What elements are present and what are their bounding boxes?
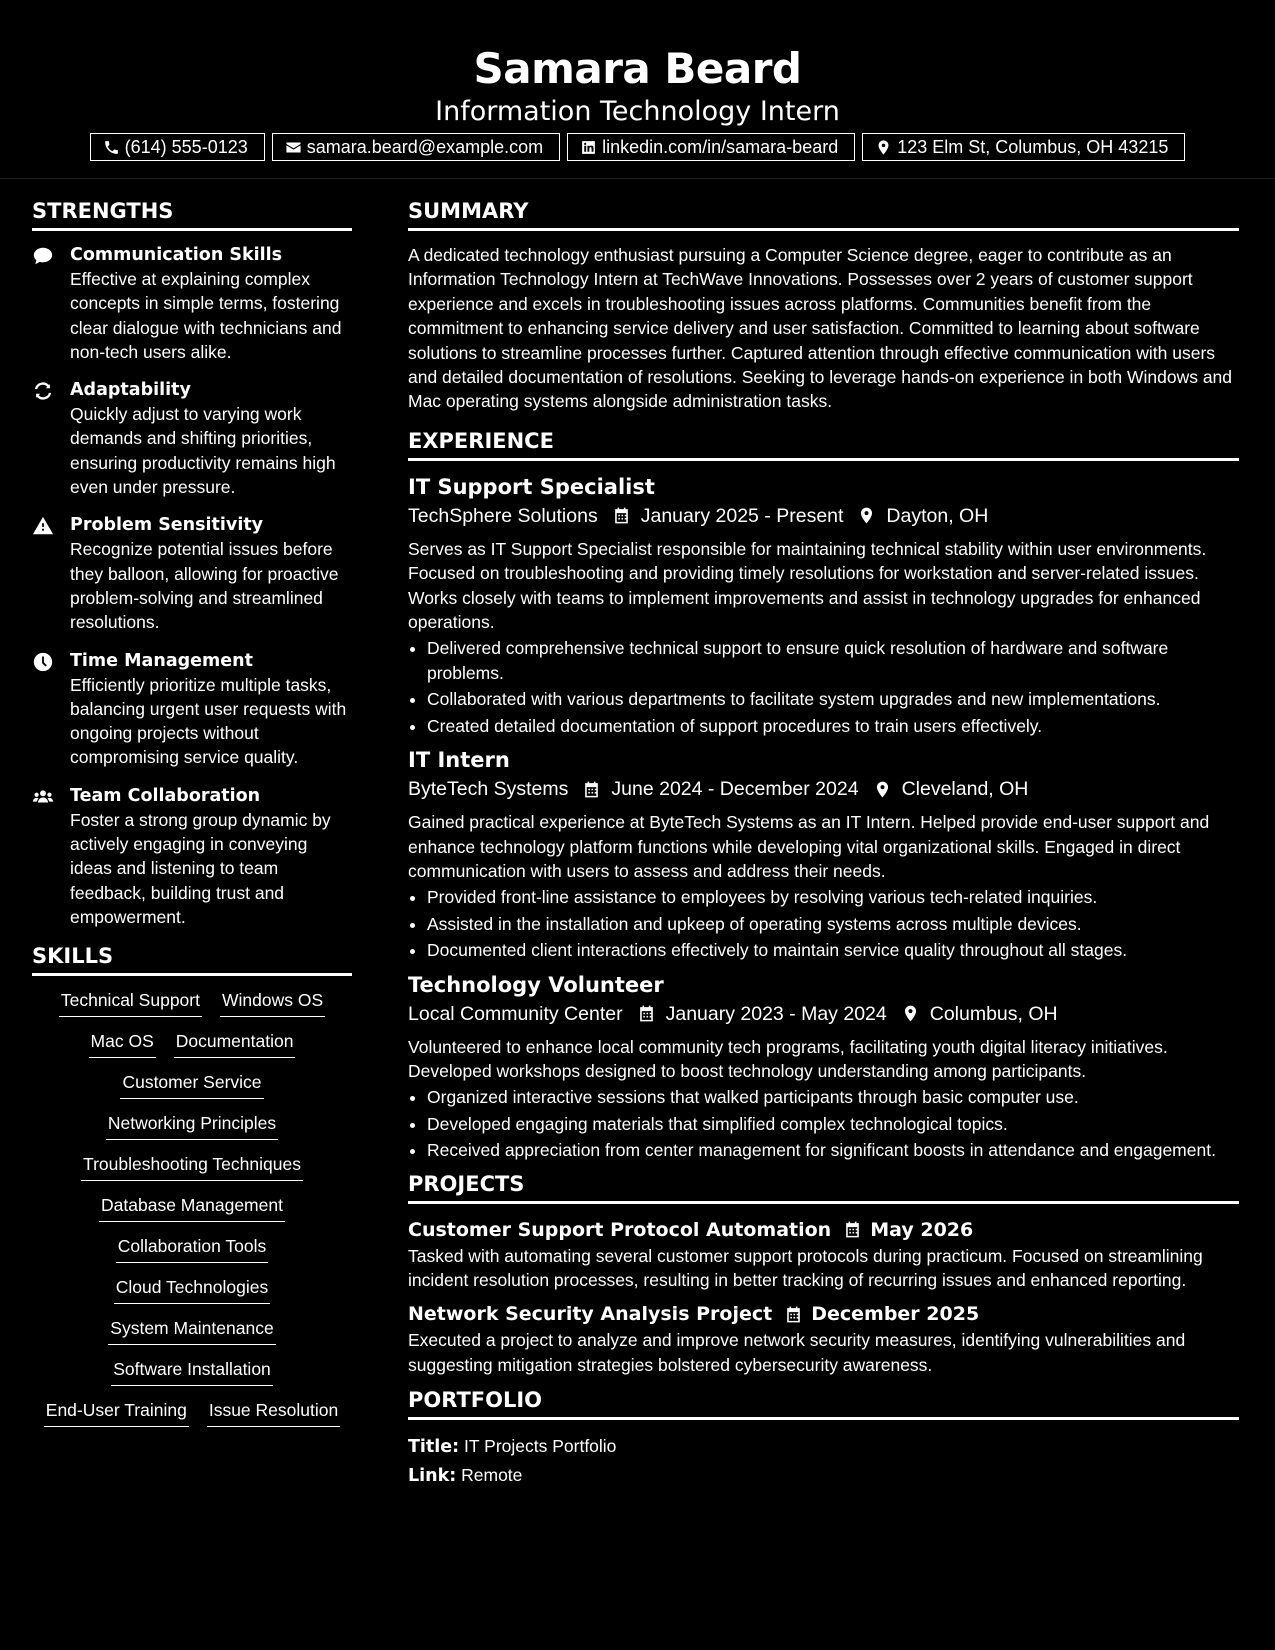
skill-tag: Database Management	[99, 1193, 285, 1222]
job-meta	[408, 774, 1239, 804]
strength-item	[32, 649, 352, 770]
job-description: Gained practical experience at ByteTech Systems as an IT Intern. Helped provide end-user support and enhance technology platform functions while developing vital organizational skills. Engaged in direct communication with users to assess and address their needs.	[408, 812, 1210, 881]
resume-header	[0, 0, 1275, 179]
skill-tag: Troubleshooting Techniques	[81, 1152, 303, 1181]
job-meta	[408, 999, 1239, 1029]
skill-tag: End-User Training	[44, 1398, 189, 1427]
skill-tag: Collaboration Tools	[116, 1234, 269, 1263]
strength-title: Communication Skills	[70, 245, 283, 265]
map-pin-icon	[901, 1004, 920, 1023]
project-date: December 2025	[811, 1303, 980, 1326]
job-bullet: • Assisted in the installation and upkeep of operating systems across multiple devices.	[427, 912, 1239, 936]
contact-linkedin[interactable]	[567, 133, 855, 161]
job-title: IT Intern	[408, 748, 510, 773]
experience-heading: EXPERIENCE	[408, 428, 1239, 461]
skill-tag: Mac OS	[89, 1029, 156, 1058]
job-meta	[408, 501, 1239, 531]
strength-item	[32, 378, 352, 499]
refresh-icon	[32, 380, 54, 402]
skill-tag: Windows OS	[220, 988, 325, 1017]
contact-email[interactable]	[272, 133, 560, 161]
job-bullets	[408, 636, 1239, 738]
summary-text: A dedicated technology enthusiast pursuing a Computer Science degree, eager to contribute as an Information Technology Intern at TechWave Innovations. Possesses over 2 years of customer support experience and excels in troubleshooting issues across platforms. Communities benefit from the commitment to enhancing service delivery and user satisfaction. Committed to learning about software solutions to streamline processes further. Captured attention through effective communication with users and detailed documentation of resolutions. Seeking to leverage hands-on experience in both Windows and Mac operating systems alongside administration tasks.	[408, 245, 1233, 412]
strength-desc: Recognize potential issues before they balloon, allowing for proactive problem-solving and streamlined resolutions.	[70, 539, 339, 633]
strength-title: Adaptability	[70, 380, 191, 401]
job-entry	[408, 746, 1239, 962]
skills-list	[32, 988, 352, 1427]
strength-title: Problem Sensitivity	[70, 515, 264, 536]
skill-tag: Software Installation	[111, 1357, 273, 1386]
speech-bubble-icon	[32, 245, 54, 267]
project-description: Tasked with automating several customer support protocols during practicum. Focused on streamlining incident resolution processes, resulting in better tracking of recurring issues and enhanced reporting.	[408, 1245, 1203, 1290]
strength-item	[32, 513, 352, 634]
skill-tag: System Maintenance	[108, 1316, 275, 1345]
job-bullet: • Received appreciation from center management for significant boosts in attendance and engagement.	[427, 1138, 1239, 1162]
contact-phone-text: (614) 555-0123	[124, 136, 248, 157]
map-pin-icon	[873, 780, 892, 799]
project-description: Executed a project to analyze and improve network security measures, identifying vulnerabilities and suggesting mitigation strategies bolstered cybersecurity awareness.	[408, 1330, 1186, 1375]
calendar-icon	[612, 506, 631, 525]
job-description: Volunteered to enhance local community tech programs, facilitating youth digital literacy initiatives. Developed workshops designed to boost technology understanding among participants.	[408, 1036, 1168, 1081]
map-pin-icon	[857, 506, 876, 525]
portfolio-link-value[interactable]: Remote	[461, 1465, 523, 1486]
candidate-name: Samara Beard	[473, 44, 802, 93]
job-dates: January 2023 - May 2024	[665, 1002, 887, 1025]
job-entry	[408, 473, 1239, 738]
project-title: Network Security Analysis Project	[408, 1303, 773, 1326]
job-location: Dayton, OH	[886, 504, 989, 527]
job-bullet: • Provided front-line assistance to employees by resolving various tech-related inquiries.	[427, 885, 1239, 909]
users-icon	[32, 786, 54, 808]
job-title: IT Support Specialist	[408, 474, 655, 499]
job-bullet: • Delivered comprehensive technical support to ensure quick resolution of hardware and software problems.	[427, 636, 1239, 685]
projects-heading: PROJECTS	[408, 1171, 1239, 1204]
job-bullet: • Organized interactive sessions that walked participants through basic computer use.	[427, 1085, 1239, 1109]
job-title: Technology Volunteer	[408, 972, 664, 997]
skills-heading: SKILLS	[32, 943, 352, 976]
contact-address-text: 123 Elm St, Columbus, OH 43215	[897, 136, 1169, 157]
contact-address[interactable]	[862, 133, 1185, 161]
strength-title: Time Management	[70, 650, 253, 671]
portfolio-title-line	[408, 1432, 1239, 1461]
strength-desc: Quickly adjust to varying work demands and shifting priorities, ensuring productivity remains high even under pressure.	[70, 404, 336, 498]
strength-title: Team Collaboration	[70, 785, 261, 806]
skill-tag: Networking Principles	[106, 1111, 278, 1140]
skill-tag: Documentation	[174, 1029, 296, 1058]
strengths-heading: STRENGTHS	[32, 198, 352, 231]
strength-item	[32, 243, 352, 364]
job-company: Local Community Center	[408, 1002, 623, 1025]
job-location: Columbus, OH	[929, 1002, 1058, 1025]
job-entry	[408, 971, 1239, 1163]
job-bullet: • Developed engaging materials that simplified complex technological topics.	[427, 1112, 1239, 1136]
contact-bar	[0, 133, 1275, 161]
project-date: May 2026	[870, 1218, 974, 1241]
project-entry	[408, 1216, 1239, 1293]
candidate-title: Information Technology Intern	[435, 96, 840, 127]
phone-icon	[103, 139, 120, 156]
linkedin-icon	[580, 139, 597, 156]
job-description: Serves as IT Support Specialist responsible for maintaining technical stability within user environments. Focused on troubleshooting and providing timely resolutions for workstation and server-related issues. Works closely with teams to implement improvements and assist in technology upgrades for enhanced operations.	[408, 538, 1207, 633]
calendar-icon	[637, 1004, 656, 1023]
job-bullet: • Created detailed documentation of support procedures to train users effectively.	[427, 714, 1239, 738]
strength-desc: Effective at explaining complex concepts in simple terms, fostering clear dialogue with technicians and non-tech users alike.	[70, 269, 342, 362]
skill-tag: Customer Service	[120, 1070, 263, 1099]
summary-heading: SUMMARY	[408, 198, 1239, 231]
skill-tag: Technical Support	[59, 988, 202, 1017]
skill-tag: Cloud Technologies	[114, 1275, 270, 1304]
contact-phone[interactable]	[90, 133, 265, 161]
strength-item	[32, 784, 352, 929]
clock-icon	[32, 651, 54, 673]
contact-email-text: samara.beard@example.com	[306, 136, 544, 157]
portfolio-title-label: Title:	[408, 1437, 460, 1458]
portfolio-link-line	[408, 1461, 1239, 1490]
job-bullets	[408, 885, 1239, 962]
calendar-icon	[582, 780, 601, 799]
job-company: TechSphere Solutions	[408, 504, 598, 527]
warning-icon	[32, 515, 54, 537]
envelope-icon	[285, 139, 302, 156]
portfolio-heading: PORTFOLIO	[408, 1387, 1239, 1420]
contact-linkedin-text: linkedin.com/in/samara-beard	[602, 136, 839, 157]
portfolio-link-label: Link:	[408, 1466, 457, 1487]
calendar-icon	[784, 1305, 803, 1324]
map-pin-icon	[875, 139, 892, 156]
job-bullet: • Documented client interactions effectively to maintain service quality throughout all stages.	[427, 938, 1239, 962]
calendar-icon	[843, 1220, 862, 1239]
job-location: Cleveland, OH	[901, 778, 1029, 801]
skill-tag: Issue Resolution	[207, 1398, 340, 1427]
job-bullets	[408, 1085, 1239, 1162]
job-dates: June 2024 - December 2024	[611, 778, 859, 801]
portfolio-title-value: IT Projects Portfolio	[464, 1436, 617, 1457]
right-column	[408, 179, 1239, 1490]
strength-desc: Efficiently prioritize multiple tasks, balancing urgent user requests with ongoing projects without compromising service quality.	[70, 674, 347, 768]
left-column	[32, 179, 352, 1490]
job-bullet: • Collaborated with various departments to facilitate system upgrades and new implementations.	[427, 687, 1239, 711]
strength-desc: Foster a strong group dynamic by actively engaging in conveying ideas and listening to team feedback, building trust and empowerment.	[70, 809, 331, 927]
project-entry	[408, 1300, 1239, 1377]
job-dates: January 2025 - Present	[640, 504, 844, 527]
project-title: Customer Support Protocol Automation	[408, 1218, 832, 1241]
job-company: ByteTech Systems	[408, 778, 569, 801]
